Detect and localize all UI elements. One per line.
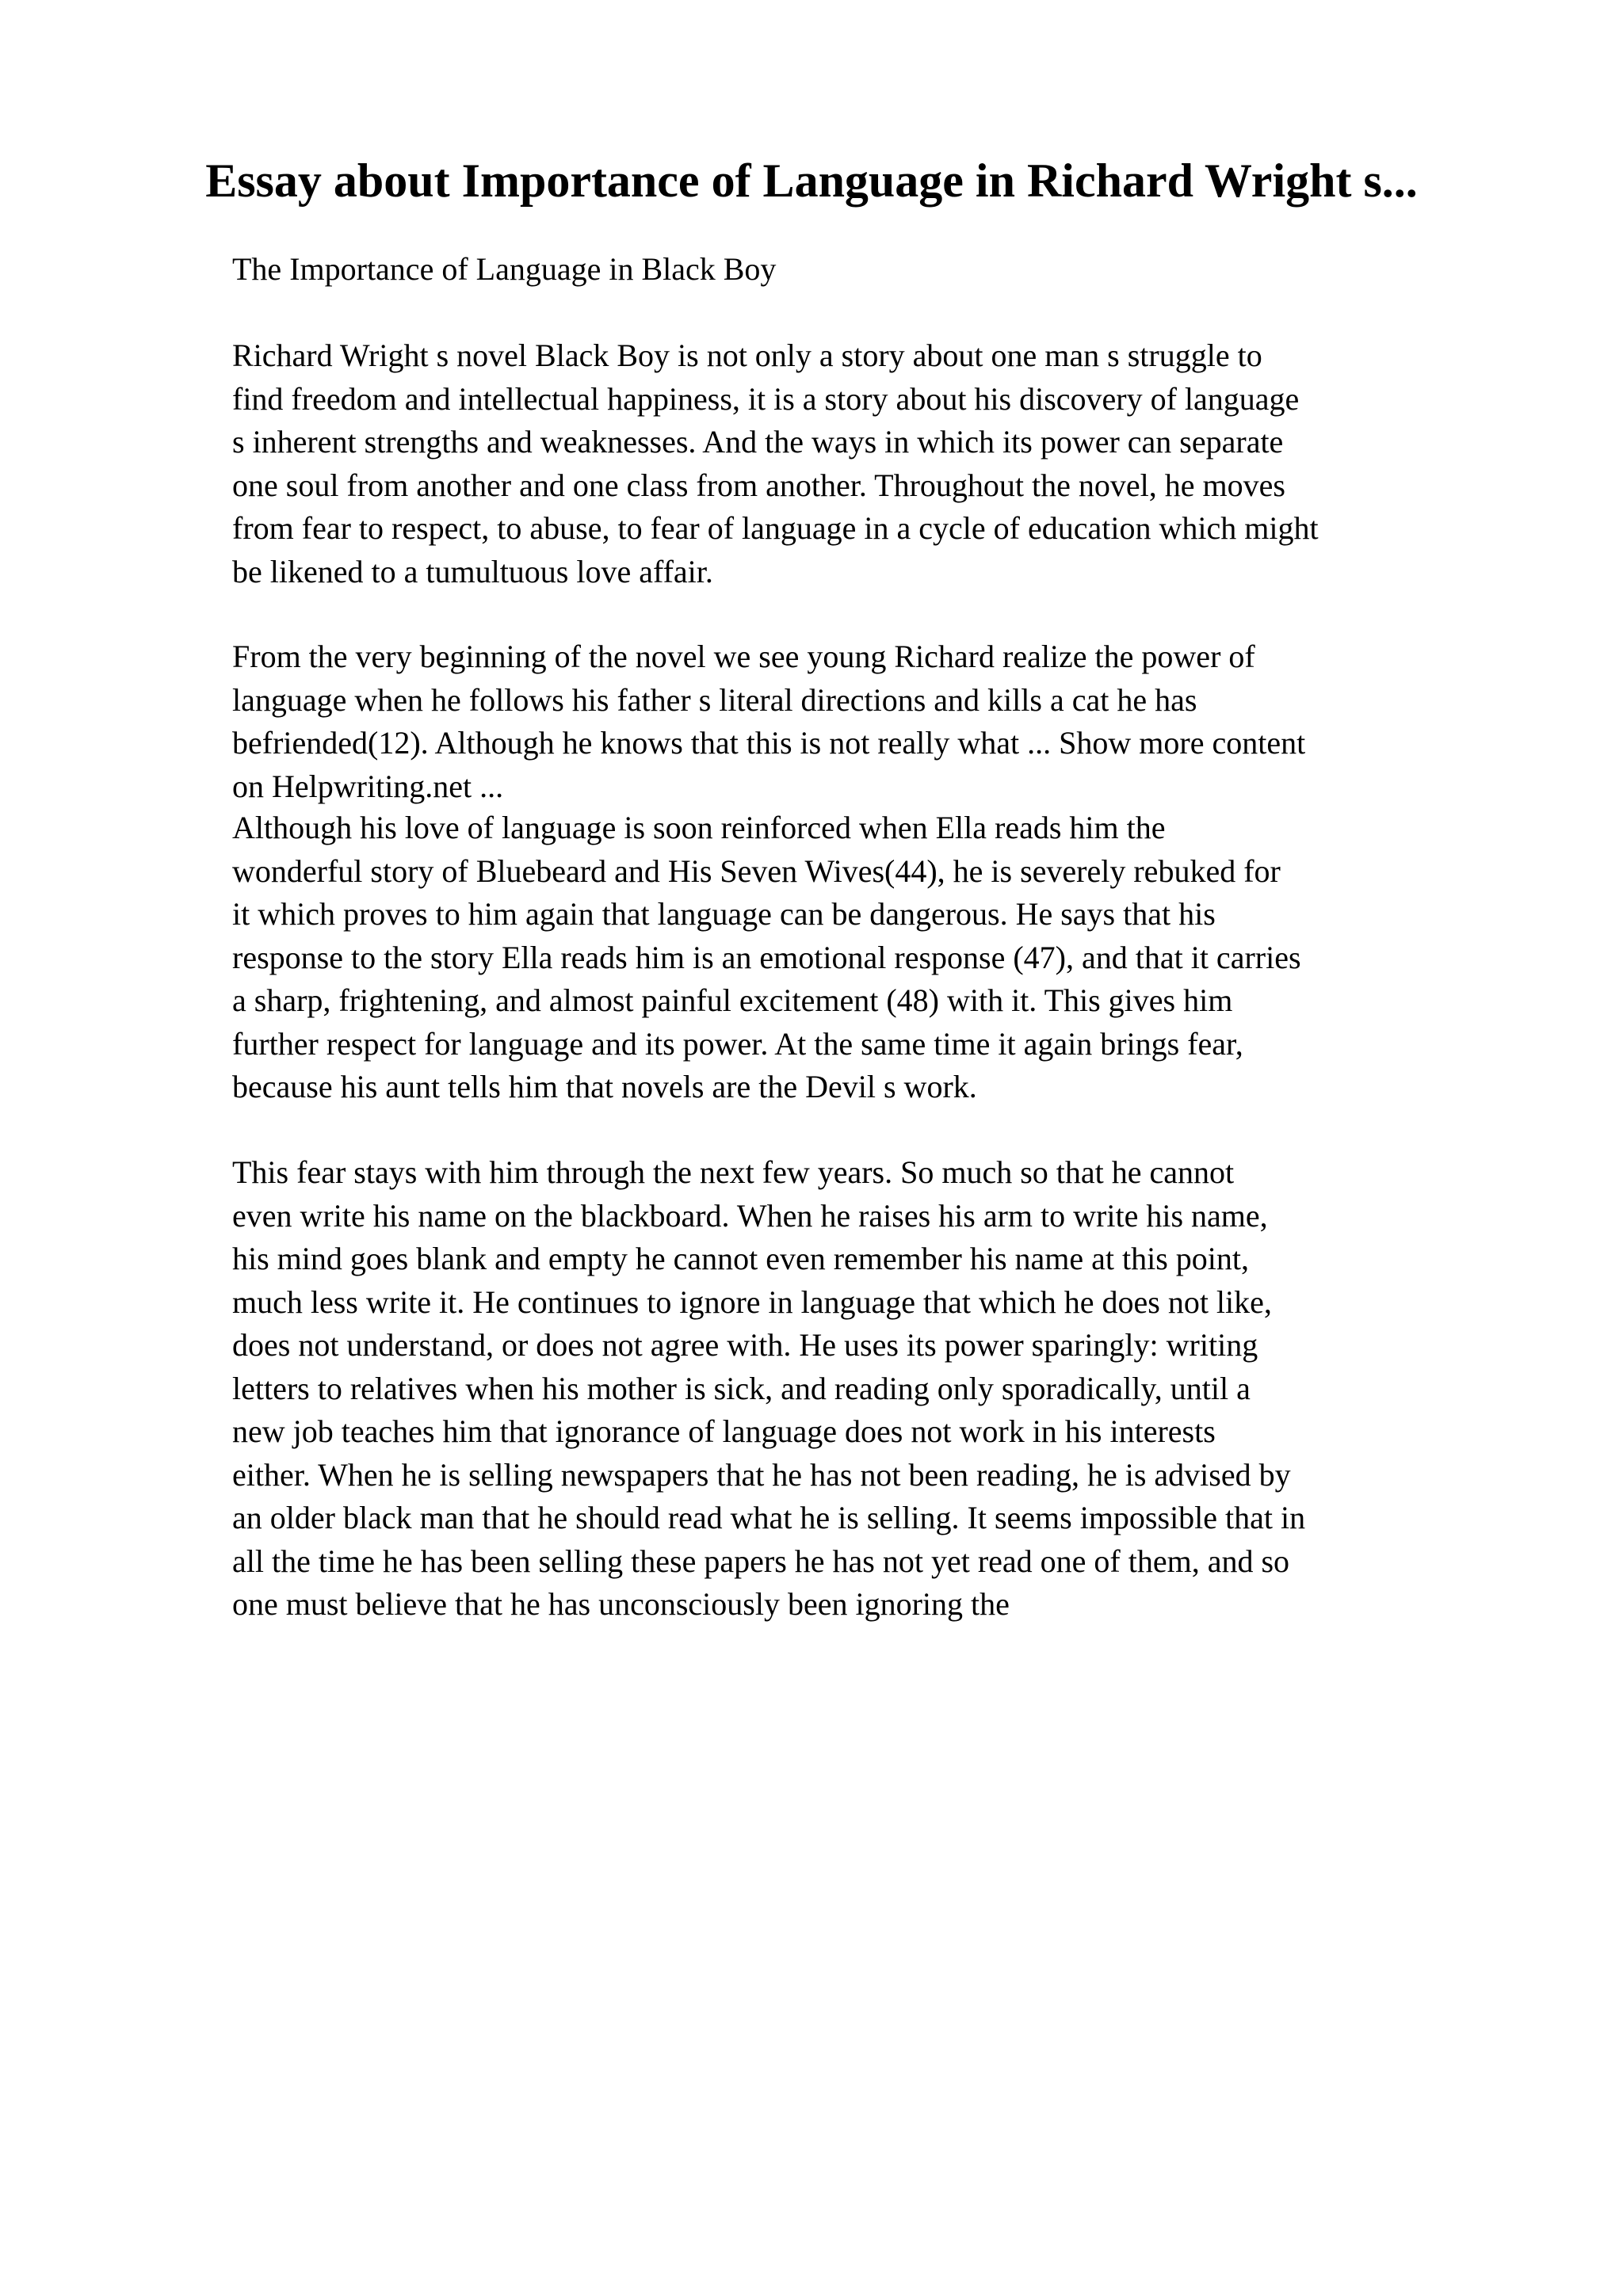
paragraph-line: letters to relatives when his mother is sick, and reading only sporadically, until a — [232, 1370, 1251, 1406]
paragraph-4 — [232, 1151, 1305, 1627]
paragraph-2 — [232, 635, 1305, 808]
paragraph-line: Although his love of language is soon reinforced when Ella reads him the — [232, 810, 1166, 845]
document-title: Essay about Importance of Language in Richard Wright s... — [205, 154, 1418, 207]
paragraph-line: language when he follows his father s literal directions and kills a cat he has — [232, 681, 1197, 718]
paragraph-line: new job teaches him that ignorance of language does not work in his interests — [232, 1413, 1216, 1449]
paragraph-line: This fear stays with him through the next few years. So much so that he cannot — [232, 1154, 1235, 1190]
paragraph-line: further respect for language and its power. At the same time it again brings fear, — [232, 1025, 1243, 1062]
paragraph-line: his mind goes blank and empty he cannot even remember his name at this point, — [232, 1241, 1250, 1276]
paragraph-line: Richard Wright s novel Black Boy is not only a story about one man s struggle to — [232, 338, 1262, 373]
paragraph-line: befriended(12). Although he knows that this is not really what ... Show more content — [232, 725, 1306, 761]
paragraph-line: on Helpwriting.net ... — [232, 768, 504, 804]
paragraph-line: From the very beginning of the novel we see young Richard realize the power of — [232, 639, 1255, 674]
paragraph-line: it which proves to him again that language can be dangerous. He says that his — [232, 896, 1216, 932]
paragraph-line: wonderful story of Bluebeard and His Seven Wives(44), he is severely rebuked for — [232, 852, 1281, 889]
paragraph-line: an older black man that he should read what he is selling. It seems impossible that in — [232, 1500, 1306, 1535]
paragraph-line: be likened to a tumultuous love affair. — [232, 553, 713, 589]
paragraph-1 — [232, 334, 1319, 593]
paragraph-line: response to the story Ella reads him is an emotional response (47), and that it carries — [232, 939, 1301, 975]
paragraph-line: either. When he is selling newspapers that he has not been reading, he is advised by — [232, 1456, 1291, 1493]
paragraph-line: because his aunt tells him that novels are the Devil s work. — [232, 1069, 977, 1104]
paragraph-line: from fear to respect, to abuse, to fear of language in a cycle of education which might — [232, 510, 1319, 546]
paragraph-line: find freedom and intellectual happiness, it is a story about his discovery of language — [232, 380, 1300, 417]
paragraph-line: does not understand, or does not agree with. He uses its power sparingly: writing — [232, 1327, 1258, 1363]
paragraph-line: one soul from another and one class from another. Throughout the novel, he moves — [232, 467, 1285, 503]
paragraph-line: s inherent strengths and weaknesses. And the ways in which its power can separate — [232, 424, 1284, 460]
paragraph-line: a sharp, frightening, and almost painful excitement (48) with it. This gives him — [232, 982, 1233, 1018]
paragraph-line: much less write it. He continues to ignore in language that which he does not like, — [232, 1283, 1272, 1320]
document-subtitle: The Importance of Language in Black Boy — [232, 251, 777, 287]
paragraph-3 — [232, 807, 1301, 1109]
paragraph-line: all the time he has been selling these papers he has not yet read one of them, and so — [232, 1543, 1290, 1579]
paragraph-line: even write his name on the blackboard. When he raises his arm to write his name, — [232, 1197, 1268, 1234]
paragraph-line: one must believe that he has unconsciously been ignoring the — [232, 1586, 1010, 1622]
